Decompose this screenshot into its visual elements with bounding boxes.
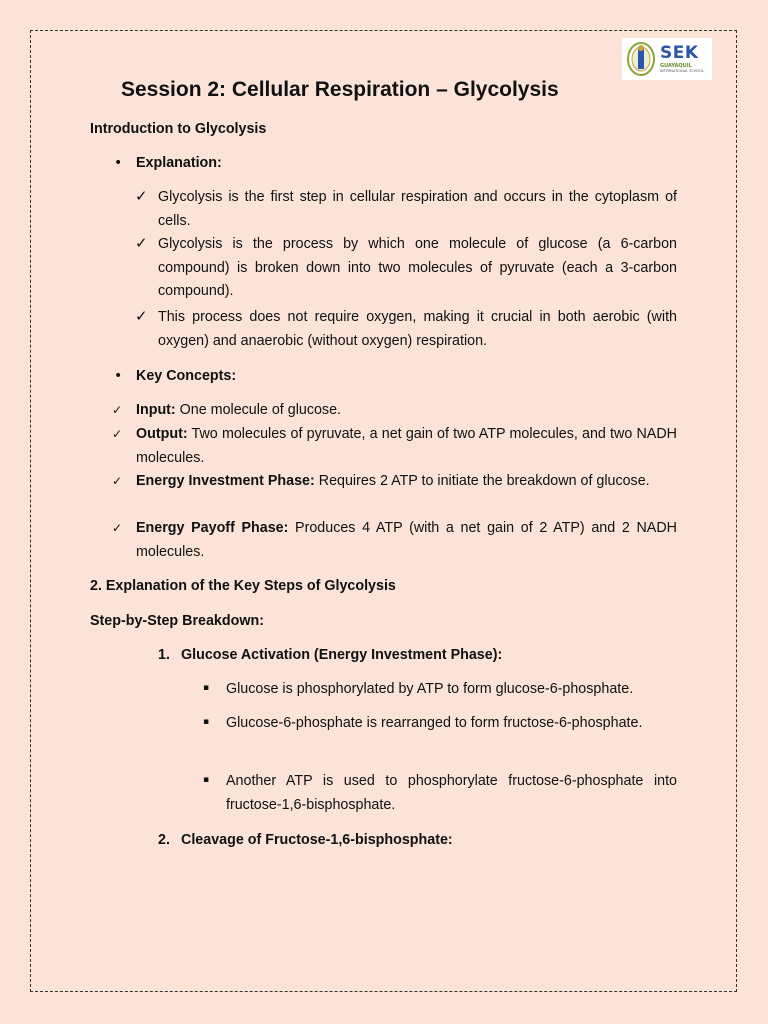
step-number: 1. (158, 647, 170, 663)
explanation-item: Glycolysis is the first step in cellular respiration and occurs in the cytoplasm of cells. (158, 189, 677, 229)
step-number: 2. (158, 832, 170, 848)
square-bullet-icon: ▪ (203, 717, 210, 727)
key-concepts-label: Key Concepts: (136, 368, 237, 384)
explanation-item: Glycolysis is the process by which one molecule of glucose (a 6-carbon compound) is broken down into two molecules of pyruvate (each a 3-carbon compound). (158, 236, 677, 299)
logo-subtitle: GUAYAQUIL (660, 62, 692, 69)
key-concept-item: Output: Two molecules of pyruvate, a net gain of two ATP molecules, and two NADH molecules. (136, 426, 677, 466)
step-title: Cleavage of Fructose-1,6-bisphosphate: (181, 832, 453, 848)
step-item: Glucose is phosphorylated by ATP to form glucose-6-phosphate. (226, 681, 634, 697)
checkmark-icon: ✓ (112, 403, 123, 417)
bullet-icon: • (114, 155, 123, 171)
checkmark-icon: ✓ (112, 521, 123, 535)
breakdown-heading: Step-by-Step Breakdown: (90, 613, 264, 629)
school-crest-icon (626, 41, 656, 77)
explanation-label: Explanation: (136, 155, 222, 171)
logo-name: SEK (660, 42, 699, 63)
key-concept-item: Energy Payoff Phase: Produces 4 ATP (with a net gain of 2 ATP) and 2 NADH molecules. (136, 520, 677, 560)
step-item: Another ATP is used to phosphorylate fructose-6-phosphate into fructose-1,6-bisphosphate. (226, 773, 677, 813)
intro-heading: Introduction to Glycolysis (90, 121, 267, 137)
key-concept-item: Input: One molecule of glucose. (136, 402, 342, 418)
checkmark-icon: ✓ (135, 187, 148, 205)
bullet-icon: • (114, 368, 123, 384)
step-title: Glucose Activation (Energy Investment Phase): (181, 647, 503, 663)
key-concept-item: Energy Investment Phase: Requires 2 ATP to initiate the breakdown of glucose. (136, 473, 650, 489)
explanation-item: This process does not require oxygen, making it crucial in both aerobic (with oxygen) and anaerobic (without oxygen) respiration. (158, 309, 677, 349)
section2-heading: 2. Explanation of the Key Steps of Glycolysis (90, 578, 396, 594)
page-title: Session 2: Cellular Respiration – Glycolysis (121, 78, 559, 101)
square-bullet-icon: ▪ (203, 775, 210, 785)
logo-tagline: INTERNATIONAL SCHOOL (660, 68, 704, 73)
checkmark-icon: ✓ (135, 307, 148, 325)
checkmark-icon: ✓ (135, 234, 148, 252)
step-item: Glucose-6-phosphate is rearranged to form fructose-6-phosphate. (226, 715, 643, 731)
sek-logo (622, 38, 712, 80)
square-bullet-icon: ▪ (203, 683, 210, 693)
checkmark-icon: ✓ (112, 427, 123, 441)
checkmark-icon: ✓ (112, 474, 123, 488)
